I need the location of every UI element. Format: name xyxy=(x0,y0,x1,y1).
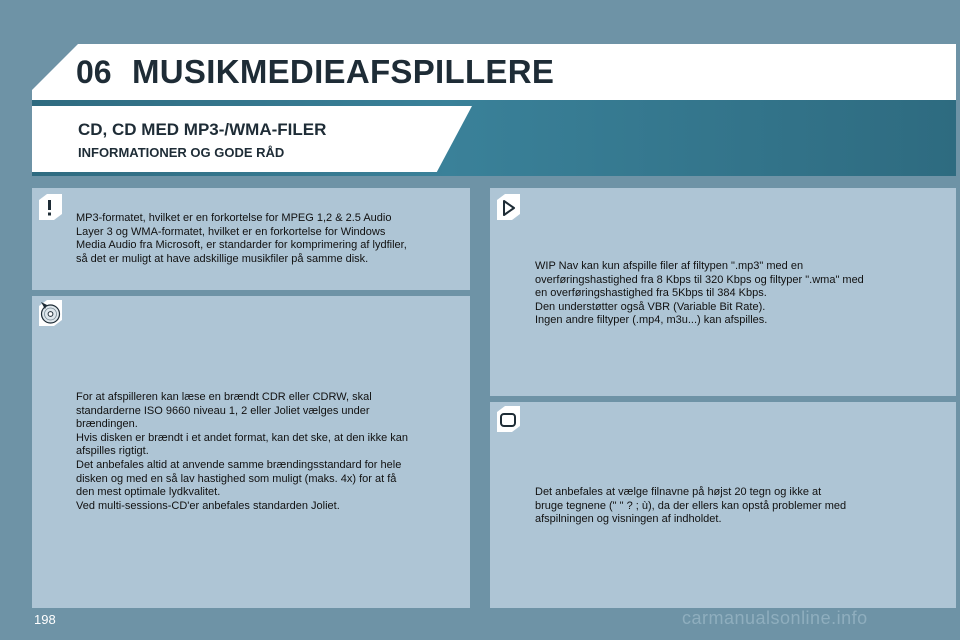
stop-text: Det anbefales at vælge filnavne på højst 20 tegn og ikke at bruge tegnene (" " ? ; ù), da der ellers kan opstå problemer med afspilningen og visningen af indholdet. xyxy=(535,486,847,526)
chapter-number: 06 xyxy=(76,54,112,90)
section-title: CD, CD MED MP3-/WMA-FILER xyxy=(78,120,327,139)
page-number: 198 xyxy=(34,612,56,627)
chapter-title: MUSIKMEDIEAFSPILLERE xyxy=(132,53,555,90)
watermark: carmanualsonline.info xyxy=(682,608,868,628)
info-text: MP3-formatet, hvilket er en forkortelse for MPEG 1,2 & 2.5 Audio Layer 3 og WMA-formatet, hvilket er en forkortelse for Windows Media Audio fra Microsoft, er standarder for komprimering af lydfiler, så det er muligt at have adskillige musikfiler på samme disk. xyxy=(76,212,407,265)
play-icon xyxy=(494,194,520,220)
section-subtitle: INFORMATIONER OG GODE RÅD xyxy=(78,145,285,160)
disc-icon xyxy=(36,300,62,326)
exclamation-icon xyxy=(36,194,62,220)
stop-icon xyxy=(494,406,520,432)
disc-text: For at afspilleren kan læse en brændt CDR eller CDRW, skal standarderne ISO 9660 niveau 1, 2 eller Joliet vælges under brændingen. Hvis disken er brændt i et andet format, kan det ske, at den ikke kan afspilles rigtigt. Det anbefales altid at anvende samme brændingsstandard for hele disken og med en så lav hastighed som muligt (maks. 4x) for at få den mest optimale lydkvalitet. Ved multi-sessions-CD'er anbefales standarden Joliet. xyxy=(76,391,409,512)
play-text: WIP Nav kan kun afspille filer af filtypen ".mp3" med en overføringshastighed fra 8 Kbps til 320 Kbps og filtyper ".wma" med en overføringshastighed fra 5Kbps til 384 Kbps. Den understøtter også VBR (Variable Bit Rate). Ingen andre filtyper (.mp4, m3u...) kan afspilles. xyxy=(535,260,864,327)
